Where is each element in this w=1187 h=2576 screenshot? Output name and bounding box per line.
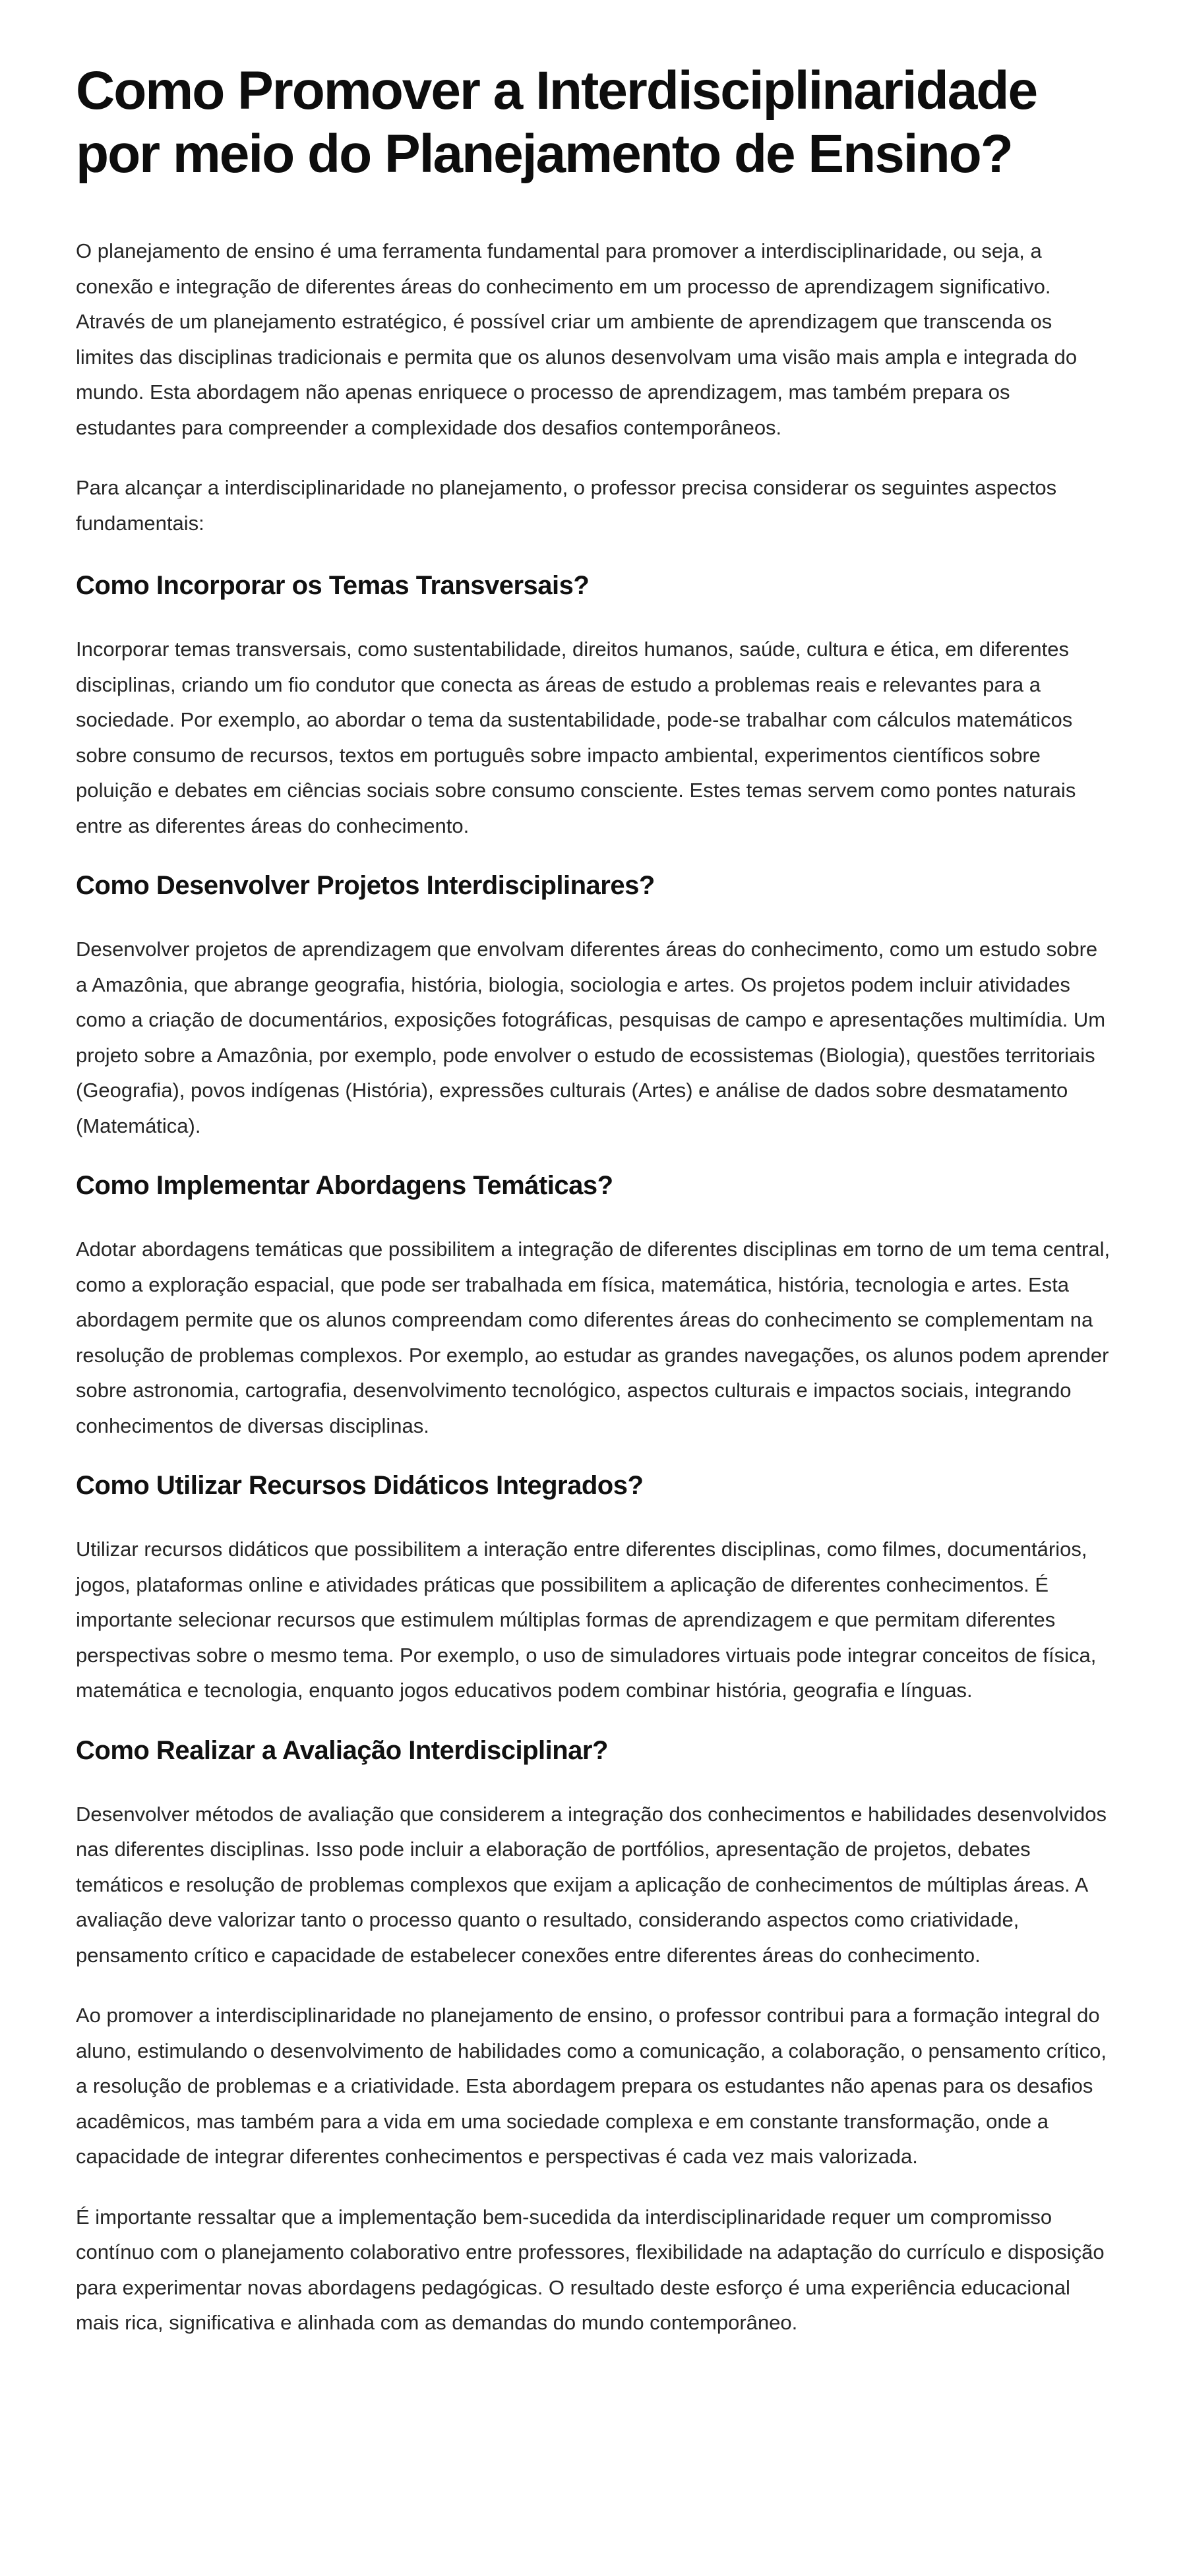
section-projetos-interdisciplinares bbox=[76, 868, 1111, 1143]
section-body: Desenvolver projetos de aprendizagem que envolvam diferentes áreas do conhecimento, como um estudo sobre a Amazônia, que abrange geografia, história, biologia, sociologia e artes. Os projetos podem incluir atividades como a criação de documentários, exposições fotográficas, pesquisas de campo e apresentações multimídia. Um projeto sobre a Amazônia, por exemplo, pode envolver o estudo de ecossistemas (Biologia), questões territoriais (Geografia), povos indígenas (História), expressões culturais (Artes) e análise de dados sobre desmatamento (Matemática). bbox=[76, 938, 1106, 1137]
conclusion-paragraph: Ao promover a interdisciplinaridade no planejamento de ensino, o professor contribui para a formação integral do aluno, estimulando o desenvolvimento de habilidades como a comunicação, a colaboração, o pensamento crítico, a resolução de problemas e a criatividade. Esta abordagem prepara os estudantes não apenas para os desafios acadêmicos, mas também para a vida em uma sociedade complexa e em constante transformação, onde a capacidade de integrar diferentes conhecimentos e perspectivas é cada vez mais valorizada. bbox=[76, 2004, 1107, 2168]
section-body: Desenvolver métodos de avaliação que considerem a integração dos conhecimentos e habilidades desenvolvidos nas diferentes disciplinas. Isso pode incluir a elaboração de portfólios, apresentação de projetos, debates temáticos e resolução de problemas complexos que exijam a aplicação de conhecimentos de múltiplas áreas. A avaliação deve valorizar tanto o processo quanto o resultado, considerando aspectos como criatividade, pensamento crítico e capacidade de estabelecer conexões entre diferentes áreas do conhecimento. bbox=[76, 1802, 1107, 1967]
section-avaliacao-interdisciplinar bbox=[76, 1733, 1111, 1973]
section-heading: Como Realizar a Avaliação Interdisciplinar? bbox=[76, 1735, 608, 1765]
intro-paragraph: O planejamento de ensino é uma ferramenta fundamental para promover a interdisciplinaridade, ou seja, a conexão e integração de diferentes áreas do conhecimento em um processo de aprendizagem significativo. Através de um planejamento estratégico, é possível criar um ambiente de aprendizagem que transcenda os limites das disciplinas tradicionais e permita que os alunos desenvolvam uma visão mais ampla e integrada do mundo. Esta abordagem não apenas enriquece o processo de aprendizagem, mas também prepara os estudantes para compreender a complexidade dos desafios contemporâneos. bbox=[76, 239, 1078, 439]
lead-in-paragraph: Para alcançar a interdisciplinaridade no planejamento, o professor precisa considerar os seguintes aspectos fundamentais: bbox=[76, 476, 1057, 535]
section-heading: Como Desenvolver Projetos Interdisciplinares? bbox=[76, 871, 655, 900]
closing-paragraph: É importante ressaltar que a implementação bem-sucedida da interdisciplinaridade requer um compromisso contínuo com o planejamento colaborativo entre professores, flexibilidade na adaptação do currículo e disposição para experimentar novas abordagens pedagógicas. O resultado deste esforço é uma experiência educacional mais rica, significativa e alinhada com as demandas do mundo contemporâneo. bbox=[76, 2205, 1105, 2334]
section-body: Utilizar recursos didáticos que possibilitem a interação entre diferentes disciplinas, como filmes, documentários, jogos, plataformas online e atividades práticas que possibilitem a aplicação de diferentes conhecimentos. É importante selecionar recursos que estimulem múltiplas formas de aprendizagem e que permitam diferentes perspectivas sobre o mesmo tema. Por exemplo, o uso de simuladores virtuais pode integrar conceitos de física, matemática e tecnologia, enquanto jogos educativos podem combinar história, geografia e línguas. bbox=[76, 1538, 1097, 1702]
section-heading: Como Utilizar Recursos Didáticos Integrados? bbox=[76, 1471, 644, 1500]
section-heading: Como Incorporar os Temas Transversais? bbox=[76, 571, 590, 600]
section-body: Adotar abordagens temáticas que possibilitem a integração de diferentes disciplinas em torno de um tema central, como a exploração espacial, que pode ser trabalhada em física, matemática, história, tecnologia e artes. Esta abordagem permite que os alunos compreendam como diferentes áreas do conhecimento se complementam na resolução de problemas complexos. Por exemplo, ao estudar as grandes navegações, os alunos podem aprender sobre astronomia, cartografia, desenvolvimento tecnológico, aspectos culturais e impactos sociais, integrando conhecimentos de diversas disciplinas. bbox=[76, 1238, 1111, 1437]
section-abordagens-tematicas bbox=[76, 1168, 1111, 1443]
page-title: Como Promover a Interdisciplinaridade por meio do Planejamento de Ensino? bbox=[76, 61, 1037, 184]
section-recursos-didaticos bbox=[76, 1468, 1111, 1708]
section-body: Incorporar temas transversais, como sustentabilidade, direitos humanos, saúde, cultura e ética, em diferentes disciplinas, criando um fio condutor que conecta as áreas de estudo a problemas reais e relevantes para a sociedade. Por exemplo, ao abordar o tema da sustentabilidade, pode-se trabalhar com cálculos matemáticos sobre consumo de recursos, textos em português sobre impacto ambiental, experimentos científicos sobre poluição e debates em ciências sociais sobre consumo consciente. Estes temas servem como pontes naturais entre as diferentes áreas do conhecimento. bbox=[76, 638, 1076, 837]
section-heading: Como Implementar Abordagens Temáticas? bbox=[76, 1171, 613, 1200]
section-temas-transversais bbox=[76, 568, 1111, 843]
